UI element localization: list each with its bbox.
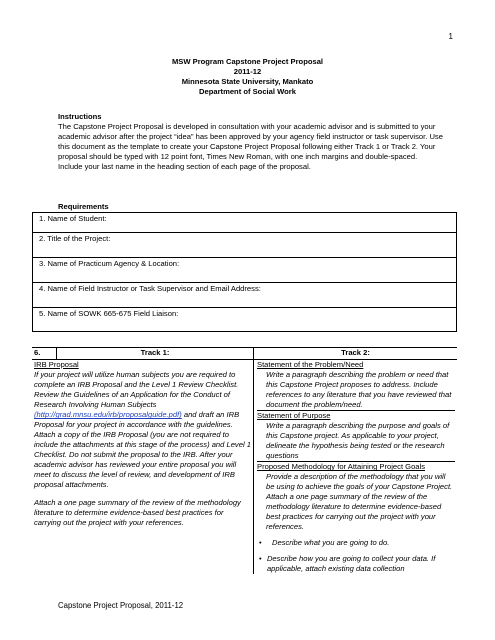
bullet-icon: •	[259, 538, 262, 548]
student-name-label: 1. Name of Student:	[39, 214, 107, 223]
title-line-2: 2011-12	[233, 67, 262, 77]
student-name-row[interactable]	[32, 212, 457, 232]
bullet-text: Describe how you are going to collect your data. If applicable, attach existing data collection	[266, 554, 436, 574]
irb-proposal-heading: IRB Proposal	[34, 360, 79, 369]
title-line-4: Department of Social Work	[199, 87, 296, 97]
tracks-table	[32, 347, 457, 574]
bullet-text: Describe what you are going to do.	[272, 538, 390, 548]
bullet-icon: •	[259, 554, 262, 564]
methodology-text: Provide a description of the methodology that you will be using to achieve the goals of your Capstone Project. Attach a one page summary of the review of the methodology literature to determine evidence-based best practices for carrying out the project with your references.	[266, 472, 453, 532]
irb-text-part-b: and draft an IRB Proposal for your project in accordance with the guidelines. Attach a copy of the IRB Proposal (you are not required to include the attachments at this stage of the process) and Level 1 Checklist. Do not submit the proposal to the IRB. After your academic advisor has reviewed your entire proposal you will meet to discuss the level of review, and development of IRB proposal attachments.	[34, 410, 251, 490]
practicum-agency-label: 3. Name of Practicum Agency & Location:	[39, 259, 180, 268]
project-title-row[interactable]	[32, 232, 457, 257]
field-liaison-row[interactable]	[32, 307, 457, 332]
irb-text-part-a: If your project will utilize human subjects you are required to complete an IRB Proposal and the Level 1 Review Checklist. Review the Guidelines of an Application for the Conduct of Research Involving Human Subjects	[34, 370, 239, 410]
problem-need-heading: Statement of the Problem/Need	[257, 360, 364, 369]
requirements-table	[32, 212, 457, 332]
methodology-section	[257, 462, 455, 574]
page-number: 1	[448, 32, 453, 41]
methodology-summary-text: Attach a one page summary of the review of the methodology literature to determine evidence-based best practices for carrying out the project with your references.	[34, 498, 241, 528]
problem-need-text: Write a paragraph describing the problem or need that this Capstone Project proposes to address. Include references to any literature that you have reviewed that document the problem/need.	[266, 370, 452, 410]
page-footer: Capstone Project Proposal, 2011-12	[58, 601, 184, 610]
tracks-item-number: 6.	[32, 348, 57, 359]
irb-proposal-text	[34, 370, 251, 490]
track-2-heading: Track 2:	[341, 348, 370, 357]
title-line-1: MSW Program Capstone Project Proposal	[171, 57, 324, 66]
track-2-column	[254, 360, 457, 574]
practicum-agency-row[interactable]	[32, 257, 457, 282]
field-instructor-row[interactable]	[32, 282, 457, 307]
problem-need-section	[257, 360, 455, 411]
purpose-section	[257, 411, 455, 462]
field-liaison-label: 5. Name of SOWK 665-675 Field Liaison:	[39, 309, 179, 318]
project-title-label: 2. Title of the Project:	[39, 234, 111, 243]
purpose-heading: Statement of Purpose	[257, 411, 331, 421]
field-instructor-label: 4. Name of Field Instructor or Task Supervisor and Email Address:	[39, 284, 261, 293]
tracks-header-row	[32, 348, 457, 360]
instructions-section	[58, 112, 443, 172]
bullet-item	[257, 538, 455, 548]
document-title	[0, 57, 495, 97]
irb-guide-link[interactable]: (http://grad.mnsu.edu/irb/proposalguide.pdf)	[34, 410, 182, 420]
title-line-3: Minnesota State University, Mankato	[181, 77, 314, 87]
instructions-heading: Instructions	[58, 112, 102, 121]
requirements-heading: Requirements	[58, 202, 109, 211]
track-1-heading: Track 1:	[57, 348, 254, 359]
purpose-text: Write a paragraph describing the purpose and goals of this Capstone project. As applicable to your project, delineate the hypothesis being tested or the research questions	[266, 421, 450, 461]
instructions-body: The Capstone Project Proposal is developed in consultation with your academic advisor and is submitted to your academic advisor after the project “idea” has been approved by your agency field instructor or task supervisor. Use this document as the template to create your Capstone Project Proposal following either Track 1 or Track 2. Your proposal should be typed with 12 point font, Times New Roman, with one inch margins and double-spaced. Include your last name in the heading section of each page of the proposal.	[58, 122, 443, 172]
methodology-heading: Proposed Methodology for Attaining Project Goals	[257, 462, 426, 472]
track-1-column	[32, 360, 254, 574]
bullet-item	[257, 554, 455, 574]
